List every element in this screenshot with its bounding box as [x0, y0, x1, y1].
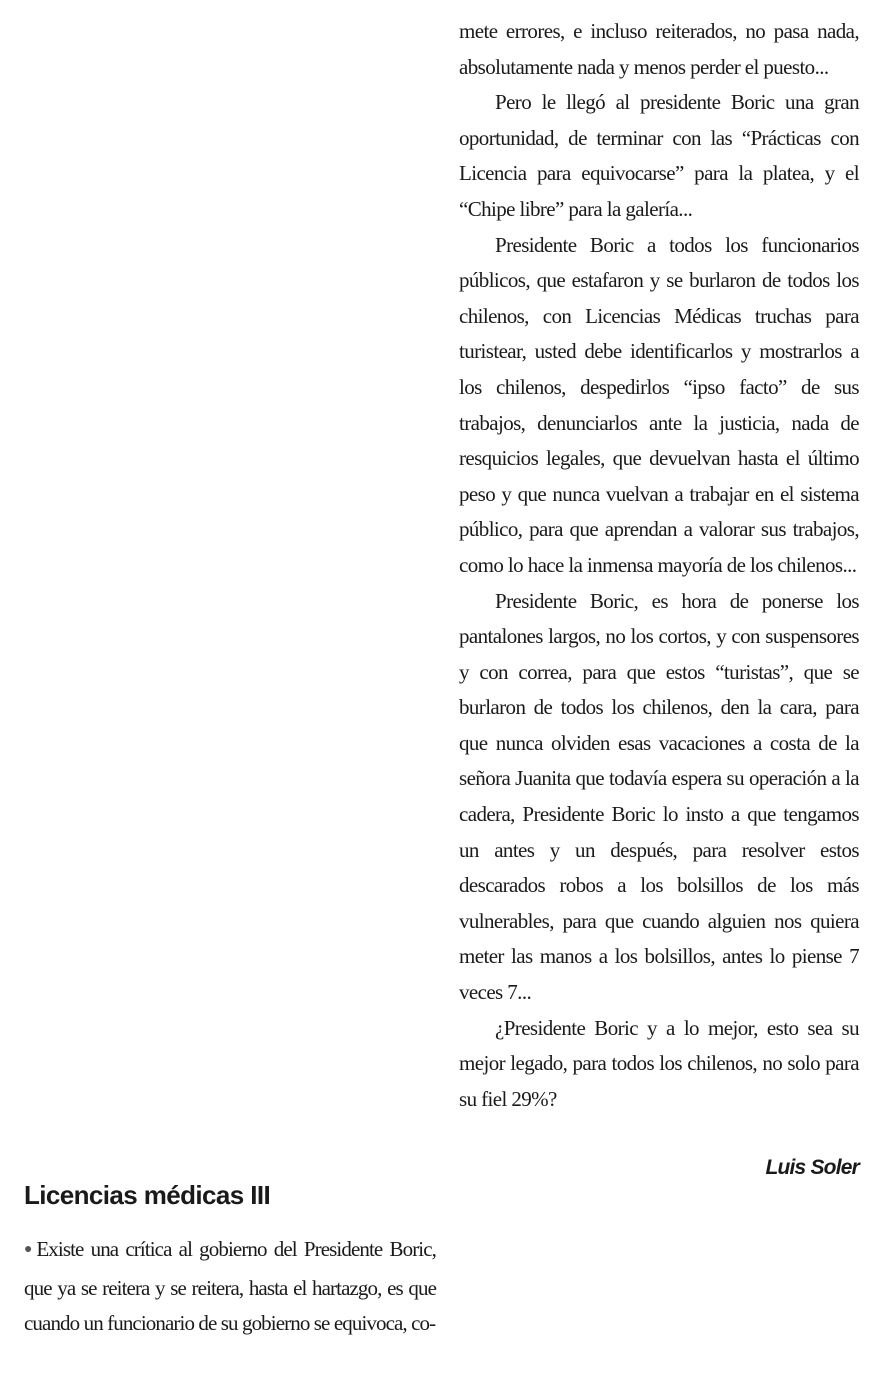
right-column: [459, 14, 859, 1183]
headline: Licencias médicas III: [24, 1180, 271, 1210]
left-column: [24, 1178, 436, 1342]
paragraph-continuation: mete errores, e incluso reiterados, no pasa nada, absolutamente nada y menos perder el puesto...: [459, 19, 859, 79]
paragraph: Presidente Boric, es hora de ponerse los pantalones largos, no los cortos, y con suspensores y con correa, para que estos “turistas”, que se burlaron de todos los chilenos, den la cara, para que nunca olviden esas vacaciones a costa de la señora Juanita que todavía espera su operación a la cadera, Presidente Boric lo insto a que tengamos un antes y un después, para resolver estos descarados robos a los bolsillos de los más vulnerables, para que cuando alguien nos quiera meter las manos a los bolsillos, antes lo piense 7 veces 7...: [459, 588, 859, 1005]
paragraph: Presidente Boric a todos los funcionarios públicos, que estafaron y se burlaron de todos los chilenos, con Licencias Médicas truchas para turistear, usted debe identificarlos y mostrarlos a los chilenos, despedirlos “ipso facto” de sus trabajos, denunciarlos ante la justicia, nada de resquicios legales, que devuelvan hasta el último peso y que nunca vuelvan a trabajar en el sistema público, para que aprendan a valorar sus trabajos, como lo hace la inmensa mayoría de los chilenos...: [459, 232, 859, 577]
paragraph: Pero le llegó al presidente Boric una gran oportunidad, de terminar con las “Prácticas con Licencia para equivocarse” para la platea, y el “Chipe libre” para la galería...: [459, 90, 859, 221]
author-signature: Luis Soler: [765, 1156, 859, 1180]
intro-paragraph: [24, 1232, 436, 1342]
paragraph: ¿Presidente Boric y a lo mejor, esto sea su mejor legado, para todos los chilenos, no solo para su fiel 29%?: [459, 1015, 859, 1111]
bullet-icon: ●: [24, 1242, 35, 1257]
intro-text: Existe una crítica al gobierno del Presidente Boric, que ya se reitera y se reitera, hasta el hartazgo, es que cuando un funcionario de su gobierno se equivoca, co-: [24, 1237, 436, 1335]
